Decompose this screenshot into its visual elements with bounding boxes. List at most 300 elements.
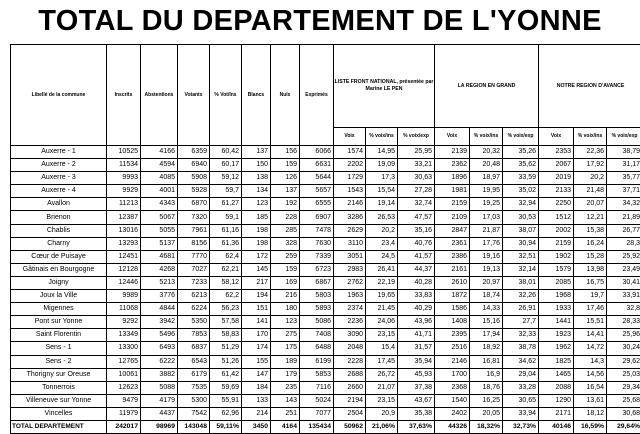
commune-cell: Joux la Ville	[11, 290, 107, 303]
value-cell: 34,32	[607, 198, 640, 211]
value-cell: 61,36	[210, 237, 242, 250]
value-cell: 9989	[107, 290, 141, 303]
value-cell: 184	[242, 381, 271, 394]
value-cell: 62,4	[210, 250, 242, 263]
header-pct-voix-exp: % voix/exp	[607, 128, 640, 146]
value-cell: 2048	[334, 342, 366, 355]
value-cell: 29,64%	[607, 420, 640, 433]
value-cell: 4343	[141, 198, 178, 211]
commune-cell: Charny	[11, 237, 107, 250]
value-cell: 3286	[334, 211, 366, 224]
commune-cell: Brienon	[11, 211, 107, 224]
commune-cell: Sens - 1	[11, 342, 107, 355]
commune-cell: Tonnerrois	[11, 381, 107, 394]
table-row	[11, 303, 640, 316]
value-cell: 17,45	[366, 355, 398, 368]
value-cell: 7961	[178, 224, 210, 237]
value-cell: 2395	[435, 329, 470, 342]
value-cell: 40,76	[398, 237, 435, 250]
value-cell: 35,26	[503, 146, 539, 159]
value-cell: 5908	[178, 172, 210, 185]
value-cell: 2368	[435, 381, 470, 394]
value-cell: 12128	[107, 263, 141, 276]
value-cell: 17,46	[574, 303, 607, 316]
value-cell: 51,29	[210, 342, 242, 355]
value-cell: 21,45	[366, 303, 398, 316]
header-pct-voix-ins: % voix/ins	[366, 128, 398, 146]
value-cell: 6940	[178, 159, 210, 172]
value-cell: 7408	[300, 329, 334, 342]
value-cell: 59,7	[210, 185, 242, 198]
value-cell: 3090	[334, 329, 366, 342]
value-cell: 6488	[300, 342, 334, 355]
value-cell: 17,94	[470, 329, 503, 342]
value-cell: 6179	[178, 368, 210, 381]
value-cell: 11534	[107, 159, 141, 172]
commune-cell: Avallon	[11, 198, 107, 211]
value-cell: 17,92	[574, 159, 607, 172]
header-blancs: Blancs	[242, 45, 271, 146]
value-cell: 2504	[334, 407, 366, 420]
value-cell: 20,07	[574, 198, 607, 211]
value-cell: 19,25	[470, 198, 503, 211]
header-commune: Libellé de la commune	[11, 45, 107, 146]
commune-cell: Auxerre - 4	[11, 185, 107, 198]
value-cell: 31,17	[607, 159, 640, 172]
value-cell: 137	[242, 146, 271, 159]
commune-cell: Pont sur Yonne	[11, 316, 107, 329]
header-inscrits: Inscrits	[107, 45, 141, 146]
value-cell: 26,41	[366, 263, 398, 276]
value-cell: 35,38	[398, 407, 435, 420]
table-row	[11, 185, 640, 198]
value-cell: 1963	[334, 290, 366, 303]
value-cell: 2171	[539, 407, 574, 420]
value-cell: 34,62	[503, 355, 539, 368]
page-title: TOTAL DU DEPARTEMENT DE L'YONNE	[38, 5, 602, 37]
header-pct-voix-exp: % voix/exp	[503, 128, 539, 146]
value-cell: 17,76	[470, 237, 503, 250]
value-cell: 15,4	[366, 342, 398, 355]
value-cell: 47,57	[398, 211, 435, 224]
value-cell: 32,73%	[503, 420, 539, 433]
value-cell: 235	[271, 381, 300, 394]
value-cell: 15,54	[366, 185, 398, 198]
table-row	[11, 263, 640, 276]
value-cell: 20,97	[470, 276, 503, 289]
value-cell: 26,77	[607, 224, 640, 237]
value-cell: 13016	[107, 224, 141, 237]
value-cell: 2847	[435, 224, 470, 237]
value-cell: 22,19	[366, 276, 398, 289]
header-list-region-d-avance: NOTRE REGION D'AVANCE	[539, 45, 640, 128]
value-cell: 14,95	[366, 146, 398, 159]
value-cell: 30,65	[503, 394, 539, 407]
value-cell: 2688	[334, 368, 366, 381]
table-row	[11, 407, 640, 420]
commune-cell: TOTAL DEPARTEMENT	[11, 420, 107, 433]
value-cell: 23,49	[607, 263, 640, 276]
value-cell: 6723	[300, 263, 334, 276]
value-cell: 138	[242, 172, 271, 185]
value-cell: 40,28	[398, 276, 435, 289]
value-cell: 242017	[107, 420, 141, 433]
value-cell: 1902	[539, 250, 574, 263]
value-cell: 20,32	[470, 146, 503, 159]
value-cell: 21,48	[574, 185, 607, 198]
value-cell: 16,9	[470, 368, 503, 381]
value-cell: 19,16	[470, 250, 503, 263]
value-cell: 2202	[334, 159, 366, 172]
value-cell: 41,57	[398, 250, 435, 263]
value-cell: 7339	[300, 250, 334, 263]
commune-cell: Villeneuve sur Yonne	[11, 394, 107, 407]
value-cell: 1465	[539, 368, 574, 381]
value-cell: 38,07	[503, 224, 539, 237]
value-cell: 2088	[539, 381, 574, 394]
value-cell: 151	[242, 303, 271, 316]
value-cell: 19,09	[366, 159, 398, 172]
table-row	[11, 172, 640, 185]
header-voix: Voix	[334, 128, 366, 146]
value-cell: 14,3	[574, 355, 607, 368]
value-cell: 16,24	[574, 237, 607, 250]
value-cell: 6555	[300, 198, 334, 211]
value-cell: 12387	[107, 211, 141, 224]
value-cell: 20,05	[470, 407, 503, 420]
value-cell: 33,28	[503, 381, 539, 394]
value-cell: 11068	[107, 303, 141, 316]
value-cell: 2362	[435, 159, 470, 172]
value-cell: 15,38	[574, 224, 607, 237]
table-row	[11, 394, 640, 407]
header-pct-vot-ins: % Vot/Ins	[210, 45, 242, 146]
value-cell: 19,13	[470, 263, 503, 276]
value-cell: 57,58	[210, 316, 242, 329]
value-cell: 275	[271, 329, 300, 342]
value-cell: 2361	[435, 237, 470, 250]
value-cell: 228	[271, 211, 300, 224]
value-cell: 155	[242, 355, 271, 368]
value-cell: 14,72	[574, 342, 607, 355]
value-cell: 37,38	[398, 381, 435, 394]
header-pct-voix-ins: % voix/ins	[574, 128, 607, 146]
value-cell: 1729	[334, 172, 366, 185]
value-cell: 56,23	[210, 303, 242, 316]
value-cell: 126	[271, 172, 300, 185]
value-cell: 134	[242, 185, 271, 198]
value-cell: 29,62	[607, 355, 640, 368]
value-cell: 170	[242, 329, 271, 342]
header-abstentions: Abstentions	[141, 45, 178, 146]
value-cell: 32,14	[503, 263, 539, 276]
value-cell: 35,62	[503, 159, 539, 172]
value-cell: 26,91	[503, 303, 539, 316]
value-cell: 137	[271, 185, 300, 198]
value-cell: 21,87	[470, 224, 503, 237]
value-cell: 6837	[178, 342, 210, 355]
value-cell: 5067	[141, 211, 178, 224]
value-cell: 7535	[178, 381, 210, 394]
value-cell: 10525	[107, 146, 141, 159]
value-cell: 33,21	[398, 159, 435, 172]
table-row	[11, 368, 640, 381]
commune-cell: Saint Florentin	[11, 329, 107, 342]
value-cell: 1579	[539, 263, 574, 276]
value-cell: 23,15	[366, 394, 398, 407]
table-row	[11, 342, 640, 355]
value-cell: 30,24	[607, 342, 640, 355]
value-cell: 61,42	[210, 368, 242, 381]
value-cell: 2133	[539, 185, 574, 198]
value-cell: 20,2	[366, 224, 398, 237]
value-cell: 27,28	[398, 185, 435, 198]
value-cell: 156	[271, 146, 300, 159]
value-cell: 2161	[435, 263, 470, 276]
value-cell: 12,21	[574, 211, 607, 224]
value-cell: 98969	[141, 420, 178, 433]
value-cell: 5213	[141, 276, 178, 289]
table-row	[11, 237, 640, 250]
value-cell: 3051	[334, 250, 366, 263]
value-cell: 198	[242, 224, 271, 237]
value-cell: 59,69	[210, 381, 242, 394]
value-cell: 7630	[300, 237, 334, 250]
value-cell: 20,48	[470, 159, 503, 172]
value-cell: 26,53	[366, 211, 398, 224]
value-cell: 7116	[300, 381, 334, 394]
value-cell: 12446	[107, 276, 141, 289]
value-cell: 2660	[334, 381, 366, 394]
value-cell: 6359	[178, 146, 210, 159]
value-cell: 147	[242, 368, 271, 381]
value-cell: 5024	[300, 394, 334, 407]
value-cell: 143	[271, 394, 300, 407]
value-cell: 5496	[141, 329, 178, 342]
value-cell: 25,95	[398, 146, 435, 159]
value-cell: 45,93	[398, 368, 435, 381]
table-row	[11, 355, 640, 368]
value-cell: 16,54	[574, 381, 607, 394]
value-cell: 7770	[178, 250, 210, 263]
value-cell: 13,98	[574, 263, 607, 276]
value-cell: 6867	[300, 276, 334, 289]
value-cell: 35,94	[398, 355, 435, 368]
value-cell: 2762	[334, 276, 366, 289]
value-cell: 2629	[334, 224, 366, 237]
value-cell: 145	[242, 263, 271, 276]
table-body	[11, 146, 640, 434]
commune-cell: Thorigny sur Oreuse	[11, 368, 107, 381]
value-cell: 2085	[539, 276, 574, 289]
value-cell: 13293	[107, 237, 141, 250]
value-cell: 2139	[435, 146, 470, 159]
value-cell: 2109	[435, 211, 470, 224]
value-cell: 13,61	[574, 394, 607, 407]
value-cell: 5300	[178, 394, 210, 407]
value-cell: 16,75	[574, 276, 607, 289]
value-cell: 5893	[300, 303, 334, 316]
value-cell: 3450	[242, 420, 271, 433]
value-cell: 285	[271, 224, 300, 237]
table-row	[11, 224, 640, 237]
value-cell: 141	[242, 316, 271, 329]
value-cell: 1896	[435, 172, 470, 185]
value-cell: 27,7	[503, 316, 539, 329]
value-cell: 6213	[178, 290, 210, 303]
value-cell: 12623	[107, 381, 141, 394]
value-cell: 60,42	[210, 146, 242, 159]
header-pct-voix-exp: % voix/exp	[398, 128, 435, 146]
value-cell: 58,83	[210, 329, 242, 342]
value-cell: 217	[242, 276, 271, 289]
table-row	[11, 250, 640, 263]
value-cell: 41,71	[398, 329, 435, 342]
header-exprimes: Exprimés	[300, 45, 334, 146]
value-cell: 23,15	[366, 329, 398, 342]
value-cell: 2374	[334, 303, 366, 316]
value-cell: 6543	[178, 355, 210, 368]
value-cell: 9929	[107, 185, 141, 198]
table-row	[11, 198, 640, 211]
value-cell: 26,72	[366, 368, 398, 381]
value-cell: 174	[242, 342, 271, 355]
value-cell: 18,32%	[470, 420, 503, 433]
value-cell: 1543	[334, 185, 366, 198]
commune-cell: Chablis	[11, 224, 107, 237]
value-cell: 5644	[300, 172, 334, 185]
value-cell: 1933	[539, 303, 574, 316]
value-cell: 24,06	[366, 316, 398, 329]
value-cell: 32,26	[503, 290, 539, 303]
table-row	[11, 159, 640, 172]
value-cell: 198	[242, 237, 271, 250]
value-cell: 175	[271, 342, 300, 355]
value-cell: 135434	[300, 420, 334, 433]
value-cell: 62,2	[210, 290, 242, 303]
value-cell: 9993	[107, 172, 141, 185]
value-cell: 169	[271, 276, 300, 289]
value-cell: 5350	[178, 316, 210, 329]
value-cell: 143048	[178, 420, 210, 433]
value-cell: 21,07	[366, 381, 398, 394]
results-table	[10, 44, 640, 434]
value-cell: 28,3	[607, 237, 640, 250]
header-nuls: Nuls	[271, 45, 300, 146]
value-cell: 12765	[107, 355, 141, 368]
value-cell: 30,63	[398, 172, 435, 185]
value-cell: 1441	[539, 316, 574, 329]
value-cell: 35,02	[503, 185, 539, 198]
value-cell: 4164	[271, 420, 300, 433]
value-cell: 4681	[141, 250, 178, 263]
value-cell: 2610	[435, 276, 470, 289]
value-cell: 4085	[141, 172, 178, 185]
value-cell: 7478	[300, 224, 334, 237]
value-cell: 31,57	[398, 342, 435, 355]
value-cell: 25,68	[607, 394, 640, 407]
table-row	[11, 290, 640, 303]
value-cell: 19,95	[470, 185, 503, 198]
value-cell: 18,97	[470, 172, 503, 185]
value-cell: 28,33	[607, 316, 640, 329]
value-cell: 1923	[539, 329, 574, 342]
value-cell: 6631	[300, 159, 334, 172]
value-cell: 59,12	[210, 172, 242, 185]
value-cell: 159	[271, 159, 300, 172]
value-cell: 62,96	[210, 407, 242, 420]
value-cell: 3942	[141, 316, 178, 329]
header-list-region-en-grand: LA REGION EN GRAND	[435, 45, 539, 128]
value-cell: 180	[271, 303, 300, 316]
value-cell: 7233	[178, 276, 210, 289]
value-cell: 18,92	[470, 342, 503, 355]
value-cell: 6224	[178, 303, 210, 316]
value-cell: 61,27	[210, 198, 242, 211]
value-cell: 21,89	[607, 211, 640, 224]
value-cell: 214	[242, 407, 271, 420]
value-cell: 7077	[300, 407, 334, 420]
value-cell: 61,16	[210, 224, 242, 237]
value-cell: 5928	[178, 185, 210, 198]
value-cell: 2002	[539, 224, 574, 237]
value-cell: 185	[242, 211, 271, 224]
value-cell: 5853	[300, 368, 334, 381]
value-cell: 37,71	[607, 185, 640, 198]
value-cell: 4437	[141, 407, 178, 420]
value-cell: 14,33	[470, 303, 503, 316]
value-cell: 40,29	[398, 303, 435, 316]
header-pct-voix-ins: % voix/ins	[470, 128, 503, 146]
table-row	[11, 211, 640, 224]
value-cell: 21,06%	[366, 420, 398, 433]
value-cell: 8156	[178, 237, 210, 250]
value-cell: 1290	[539, 394, 574, 407]
value-cell: 259	[271, 250, 300, 263]
value-cell: 3776	[141, 290, 178, 303]
value-cell: 19,7	[574, 290, 607, 303]
value-cell: 60,17	[210, 159, 242, 172]
value-cell: 5137	[141, 237, 178, 250]
value-cell: 192	[271, 198, 300, 211]
value-cell: 6199	[300, 355, 334, 368]
value-cell: 4179	[141, 394, 178, 407]
value-cell: 13349	[107, 329, 141, 342]
value-cell: 62,21	[210, 263, 242, 276]
value-cell: 29,34	[607, 381, 640, 394]
value-cell: 4594	[141, 159, 178, 172]
value-cell: 50962	[334, 420, 366, 433]
value-cell: 25,92	[607, 250, 640, 263]
value-cell: 33,59	[503, 172, 539, 185]
value-cell: 30,94	[503, 237, 539, 250]
value-cell: 22,36	[574, 146, 607, 159]
value-cell: 2386	[435, 250, 470, 263]
header-voix: Voix	[539, 128, 574, 146]
table-row	[11, 329, 640, 342]
value-cell: 6222	[141, 355, 178, 368]
value-cell: 5086	[300, 316, 334, 329]
value-cell: 33,91	[607, 290, 640, 303]
commune-cell: Vincelles	[11, 407, 107, 420]
value-cell: 38,01	[503, 276, 539, 289]
value-cell: 1968	[539, 290, 574, 303]
value-cell: 7853	[178, 329, 210, 342]
value-cell: 2402	[435, 407, 470, 420]
value-cell: 32,33	[503, 329, 539, 342]
value-cell: 30,53	[503, 211, 539, 224]
commune-cell: Auxerre - 2	[11, 159, 107, 172]
